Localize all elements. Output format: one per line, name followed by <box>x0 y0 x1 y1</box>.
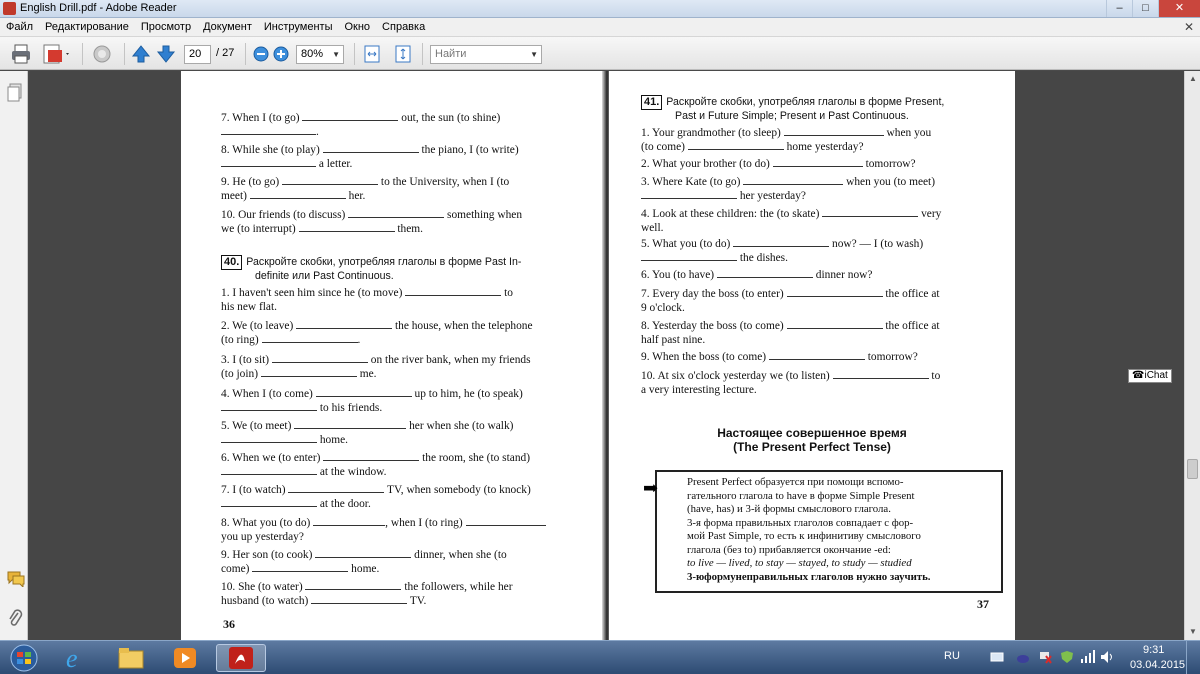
media-player-icon <box>170 644 200 672</box>
previous-page-button[interactable] <box>131 43 151 65</box>
search-input[interactable] <box>430 45 542 64</box>
ex40-item-7: 7. I (to watch) TV, when somebody (to knock) at the door. <box>221 484 531 510</box>
menu-document[interactable]: Документ <box>203 21 252 33</box>
windows-start-orb-icon <box>4 644 44 672</box>
ex40-item-1: 1. I haven't seen him since he (to move) to his new flat. <box>221 287 513 313</box>
page-number-input[interactable]: 20 <box>184 45 211 64</box>
next-page-icon <box>156 43 176 65</box>
ex40-item-9: 9. Her son (to cook) dinner, when she (to come) home. <box>221 549 507 575</box>
zoom-in-icon <box>272 43 290 65</box>
scroll-up-icon[interactable]: ▲ <box>1189 74 1197 83</box>
ex41-item-2: 2. What your brother (to do) tomorrow? <box>641 158 916 170</box>
zoom-out-button[interactable] <box>252 43 270 65</box>
ex40-item-4: 4. When I (to come) up to him, he (to speak) to his friends. <box>221 388 523 414</box>
ex41-instruction: 41. Раскройте скобки, употребляя глаголы в форме Present, Past и Future Simple; Present и Past Continuous. <box>641 95 1001 123</box>
fit-page-button[interactable] <box>362 43 382 65</box>
ex39-item-10: 10. Our friends (to discuss) something when we (to interrupt) them. <box>221 209 523 235</box>
title-bar <box>0 0 1200 18</box>
ex41-item-7: 7. Every day the boss (to enter) the office at 9 o'clock. <box>641 288 940 314</box>
create-pdf-icon <box>42 43 72 65</box>
ex40-item-2: 2. We (to leave) the house, when the telephone (to ring) . <box>221 320 533 346</box>
taskbar-adobe-reader[interactable] <box>216 644 266 672</box>
ex40-item-10: 10. She (to water) the followers, while her husband (to watch) TV. <box>221 581 513 607</box>
minimize-button[interactable]: – <box>1106 0 1132 17</box>
fit-width-icon <box>393 43 413 65</box>
phone-tray-icon[interactable] <box>1016 650 1030 664</box>
menu-edit[interactable]: Редактирование <box>45 21 129 33</box>
share-icon <box>90 43 114 65</box>
zoom-select[interactable] <box>296 45 344 64</box>
show-desktop-button[interactable] <box>1186 641 1200 674</box>
next-page-button[interactable] <box>156 43 176 65</box>
ichat-widget[interactable]: ☎iChat <box>1128 369 1172 383</box>
file-explorer-icon <box>116 644 146 672</box>
adobe-reader-icon <box>217 645 265 671</box>
chevron-down-icon: ▼ <box>332 50 340 59</box>
ex40-instruction: 40. Раскройте скобки, употребляя глаголы в форме Past In- definite или Past Continuous. <box>221 255 571 283</box>
create-pdf-button[interactable] <box>42 43 72 65</box>
ex41-item-10: 10. At six o'clock yesterday we (to listen) to a very interesting lecture. <box>641 370 941 396</box>
flag-tray-icon[interactable] <box>1038 650 1052 664</box>
ex41-number: 41. <box>641 95 662 110</box>
taskbar-media-player[interactable] <box>170 644 200 672</box>
menu-window[interactable]: Окно <box>344 21 371 33</box>
zoom-value: 80% <box>301 48 324 60</box>
page-total: / 27 <box>216 47 235 59</box>
maximize-button[interactable]: □ <box>1132 0 1158 17</box>
zoom-out-icon <box>252 43 270 65</box>
vertical-scrollbar[interactable] <box>1184 71 1200 640</box>
menu-view[interactable]: Просмотр <box>140 21 192 33</box>
taskbar <box>0 640 1200 674</box>
clock-date[interactable]: 03.04.2015 <box>1130 659 1186 671</box>
scroll-thumb[interactable] <box>1187 459 1198 479</box>
page-number-right: 37 <box>977 597 989 611</box>
ex41-item-8: 8. Yesterday the boss (to come) the office at half past nine. <box>641 320 940 346</box>
signal-strength-icon[interactable] <box>1080 650 1096 664</box>
navigation-panel <box>0 71 28 640</box>
menu-file[interactable]: Файл <box>6 21 34 33</box>
previous-page-icon <box>131 43 151 65</box>
ex39-item-9: 9. He (to go) to the University, when I (to meet) her. <box>221 176 510 202</box>
section-title-ru: Настоящее совершенное время <box>717 426 907 440</box>
comments-icon[interactable] <box>7 571 25 587</box>
ex41-item-4: 4. Look at these children: the (to skate) very well. <box>641 208 942 234</box>
toolbar <box>0 37 1200 70</box>
menu-help[interactable]: Справка <box>382 21 426 33</box>
close-button[interactable]: ✕ <box>1158 0 1200 17</box>
present-perfect-rule-box: ➡ Present Perfect образуется при помощи вспомо- гательного глагола to have в форме Simple Present (have, has) и 3-й формы смыслового глагола. 3-я форма правильных глаголов совпадает с фор- мой Past Simple, то есть к инфинитиву смыслового глагола (без to) прибавляется окончание -ed: to live — lived, to stay — stayed, to study — studied 3-юформунеправильных глаголов нужно заучить. <box>655 470 1003 593</box>
ex40-item-8: 8. What you (to do) , when I (to ring) you up yesterday? <box>221 516 571 544</box>
page-thumbnails-icon[interactable] <box>7 83 23 103</box>
volume-icon[interactable] <box>1100 650 1116 664</box>
chat-phone-icon: ☎ <box>1132 370 1145 381</box>
menu-bar <box>0 18 1200 37</box>
section-title-en: (The Present Perfect Tense) <box>733 440 891 454</box>
ex41-item-3: 3. Where Kate (to go) when you (to meet) her yesterday? <box>641 176 936 202</box>
ex40-item-5: 5. We (to meet) her when she (to walk) home. <box>221 420 514 446</box>
shield-tray-icon[interactable] <box>1060 650 1074 664</box>
print-button[interactable] <box>10 43 32 65</box>
fit-width-button[interactable] <box>393 43 413 65</box>
share-button[interactable] <box>90 43 114 65</box>
ex41-item-1: 1. Your grandmother (to sleep) when you (to come) home yesterday? <box>641 127 932 153</box>
search-placeholder: Найти <box>435 48 467 60</box>
close-document-icon[interactable]: ✕ <box>1183 20 1194 34</box>
taskbar-internet-explorer[interactable] <box>60 644 90 672</box>
window-title: English Drill.pdf - Adobe Reader <box>20 2 177 14</box>
page-36 <box>181 71 605 640</box>
page-number-left: 36 <box>223 617 235 631</box>
ex39-item-8: 8. While she (to play) the piano, I (to write) a letter. <box>221 144 519 170</box>
scroll-down-icon[interactable]: ▼ <box>1189 627 1197 636</box>
ex40-item-6: 6. When we (to enter) the room, she (to stand) at the window. <box>221 452 530 478</box>
clock-time[interactable]: 9:31 <box>1143 644 1165 656</box>
attachments-icon[interactable] <box>7 608 23 628</box>
ex39-item-7: 7. When I (to go) out, the sun (to shine) . <box>221 112 501 138</box>
zoom-in-button[interactable] <box>272 43 290 65</box>
taskbar-file-explorer[interactable] <box>116 644 146 672</box>
ex40-item-3: 3. I (to sit) on the river bank, when my friends (to join) me. <box>221 354 531 380</box>
ex41-item-9: 9. When the boss (to come) tomorrow? <box>641 351 918 363</box>
internet-explorer-icon <box>60 644 90 672</box>
fit-page-icon <box>362 43 382 65</box>
adobe-reader-app-icon <box>3 2 16 15</box>
document-viewport[interactable] <box>28 71 1184 640</box>
pointing-arrow-icon: ➡ <box>643 478 659 498</box>
start-button[interactable] <box>4 644 44 672</box>
page-37 <box>609 71 1015 640</box>
ex40-number: 40. <box>221 255 242 270</box>
network-tray-icon[interactable] <box>990 650 1004 664</box>
print-icon <box>10 43 32 65</box>
svg-text:e: e <box>66 644 78 672</box>
language-indicator[interactable]: RU <box>944 650 960 662</box>
chevron-down-icon: ▼ <box>530 50 538 59</box>
ex41-item-6: 6. You (to have) dinner now? <box>641 269 873 281</box>
menu-tools[interactable]: Инструменты <box>263 21 333 33</box>
ex41-item-5: 5. What you (to do) now? — I (to wash) the dishes. <box>641 238 924 264</box>
